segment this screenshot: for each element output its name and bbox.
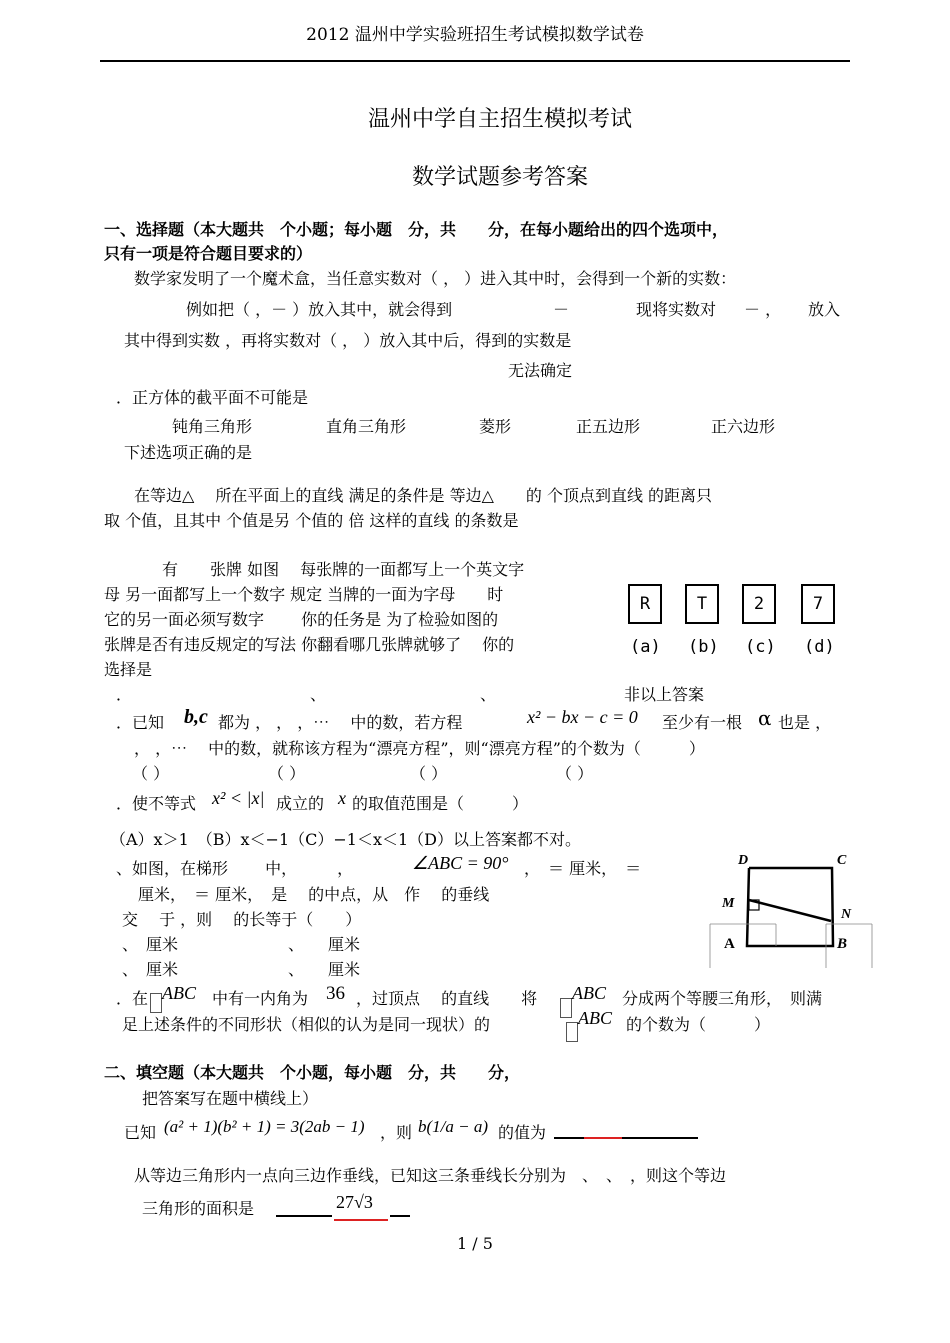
q4-line2: 取 个值，且其中 个值是另 个值的 倍 这样的直线 的条数是 [104, 511, 519, 530]
header-rule [100, 60, 850, 62]
q8-l1a: 、如图，在梯形 中， ， [116, 859, 354, 878]
q9-l1d: 分成两个等腰三角形， 则满 [622, 989, 823, 1008]
section2-heading-line1: 二、填空题（本大题共 个小题，每小题 分，共 分， [104, 1063, 521, 1082]
q1-line2e: 放入 [808, 300, 841, 319]
section1-heading-line2: 只有一项是符合题目要求的） [104, 244, 313, 263]
f2-answer: 27√3 [336, 1192, 373, 1212]
q3-stem: 下述选项正确的是 [124, 443, 253, 462]
q1-line2d: － ， [744, 300, 782, 319]
q6-l1a: ．已知 [116, 713, 165, 732]
q5-opt-sep2: 、 [480, 685, 497, 704]
q5-opt-dot: ． [116, 685, 133, 704]
q9-box-1 [150, 993, 162, 1013]
q1-line1: 数学家发明了一个魔术盒，当任意实数对（ ， ）进入其中时，会得到一个新的实数： [134, 269, 737, 288]
q8-eq: ∠ABC = 90° [412, 853, 509, 873]
q8-line2: 厘米， ＝ 厘米， 是 的中点，从 作 的垂线 [138, 885, 490, 904]
f1-l1b: ，则 [380, 1123, 413, 1142]
q2-option-d: 正五边形 [576, 417, 641, 436]
f1-eq2: b(1/a − a) [418, 1117, 489, 1136]
q2-option-e: 正六边形 [711, 417, 776, 436]
q9-box-3 [566, 1022, 578, 1042]
f1-answer-blank [554, 1137, 698, 1139]
card-b: T [685, 584, 719, 624]
q8-choice-row2-a: 、 厘米 [122, 960, 179, 979]
q6-choice-b: （ ） [268, 764, 306, 783]
q6-line2: ， ，⋯ 中的数，就称该方程为“漂亮方程”，则“漂亮方程”的个数为（ ） [134, 739, 705, 758]
f2-blank-left [276, 1215, 332, 1217]
card-a: R [628, 584, 662, 624]
q5-line1: 有 张牌 如图 每张牌的一面都写上一个英文字 [162, 560, 525, 579]
f2-answer-redmark [334, 1219, 388, 1221]
label-B: B [837, 936, 848, 952]
label-A: A [724, 936, 735, 952]
q7-l1a: ．使不等式 [116, 794, 197, 813]
label-N: N [841, 907, 852, 922]
q1-line2a: 例如把（ ，－ ）放入其中，就会得到 [186, 300, 453, 319]
q1-line2c: 现将实数对 [636, 300, 717, 319]
q6-l1b: b,c [184, 706, 208, 728]
q6-choice-d: （ ） [556, 764, 594, 783]
f2-line1: 从等边三角形内一点向三边作垂线，已知这三条垂线长分别为 、 、 ，则这个等边 [134, 1166, 727, 1185]
q7-line2: （A）x＞1 （B）x＜−1（C）−1＜x＜1（D）以上答案都不对。 [110, 830, 581, 849]
q7-l1c: 的取值范围是（ ） [352, 794, 529, 813]
q9-abc-1: ABC [162, 983, 196, 1003]
q6-eq: x² − bx − c = 0 [527, 707, 638, 727]
q9-abc-2: ABC [572, 983, 606, 1003]
q6-l1e: 也是 ， [778, 713, 832, 732]
q2-option-c: 菱形 [479, 417, 512, 436]
q6-l1c: 都为 ， ， ，⋯ 中的数，若方程 [218, 713, 463, 732]
q1-line2b: － [553, 300, 570, 319]
doc-subtitle: 数学试题参考答案 [411, 165, 588, 190]
q5-line5: 选择是 [104, 660, 153, 679]
q9-l2a: 足上述条件的不同形状（相似的认为是同一现状）的 [122, 1015, 491, 1034]
section1-heading-line1: 一、选择题（本大题共 个小题；每小题 分，共 分，在每小题给出的四个选项中， [104, 220, 729, 239]
q8-choice-row2-b: 、 厘米 [288, 960, 361, 979]
card-label-d: (d) [804, 637, 835, 657]
card-label-c: (c) [745, 637, 776, 657]
q9-abc-3: ABC [578, 1008, 612, 1028]
page-header: 2012 温州中学实验班招生考试模拟数学试卷 [306, 25, 644, 45]
q9-box-2 [560, 998, 572, 1018]
q9-l1c: ，过顶点 的直线 将 [356, 989, 538, 1008]
q7-x: x [338, 788, 346, 808]
q2-stem: ．正方体的截平面不可能是 [116, 388, 309, 407]
q5-opt-sep1: 、 [310, 685, 327, 704]
q9-angle: 36 [326, 983, 345, 1004]
q7-eq: x² < |x| [212, 788, 265, 808]
f2-l2a: 三角形的面积是 [142, 1199, 255, 1218]
label-M: M [722, 896, 735, 911]
q6-l1d: 至少有一根 [662, 713, 743, 732]
q2-option-b: 直角三角形 [326, 417, 407, 436]
q1-answer: 无法确定 [508, 361, 573, 380]
q6-choice-c: （ ） [410, 764, 448, 783]
q6-alpha: α [758, 706, 772, 730]
q2-option-a: 钝角三角形 [172, 417, 253, 436]
card-d: 7 [801, 584, 835, 624]
q5-opt-last: 非以上答案 [624, 685, 705, 704]
page-number: 1 / 5 [457, 1234, 493, 1253]
label-D: D [738, 853, 749, 868]
q1-line3: 其中得到实数 ，再将实数对（ ， ）放入其中后，得到的实数是 [124, 331, 572, 350]
trapezoid-figure [700, 840, 880, 970]
f1-eq1: (a² + 1)(b² + 1) = 3(2ab − 1) [164, 1117, 365, 1136]
q8-choice-row1-b: 、 厘米 [288, 935, 361, 954]
q8-line3: 交 于 ，则 的长等于（ ） [122, 910, 362, 929]
f1-l1c: 的值为 [498, 1123, 547, 1142]
section2-heading-line2: 把答案写在题中横线上） [142, 1089, 319, 1108]
q8-l1b: ， ＝ 厘米， ＝ [524, 859, 642, 878]
q8-choice-row1-a: 、 厘米 [122, 935, 179, 954]
card-label-b: (b) [688, 637, 719, 657]
f2-blank-right [390, 1215, 410, 1217]
q5-line4: 张牌是否有违反规定的写法 你翻看哪几张牌就够了 你的 [104, 635, 515, 654]
q5-line3: 它的另一面必须写数字 你的任务是 为了检验如图的 [104, 610, 499, 629]
card-label-a: (a) [630, 637, 661, 657]
f1-l1a: 已知 [124, 1123, 157, 1142]
q5-line2: 母 另一面都写上一个数字 规定 当牌的一面为字母 时 [104, 585, 504, 604]
q9-l1b: 中有一内角为 [212, 989, 309, 1008]
label-C: C [837, 853, 847, 868]
q6-choice-a: （ ） [132, 764, 170, 783]
doc-title: 温州中学自主招生模拟考试 [367, 107, 632, 132]
q7-l1b: 成立的 [276, 794, 325, 813]
q4-line1: 在等边△ 所在平面上的直线 满足的条件是 等边△ 的 个顶点到直线 的距离只 [134, 486, 713, 505]
card-c: 2 [742, 584, 776, 624]
f1-answer-redmark [584, 1137, 622, 1139]
q9-l2b: 的个数为（ ） [626, 1015, 771, 1034]
q9-l1a: ．在 [116, 989, 149, 1008]
